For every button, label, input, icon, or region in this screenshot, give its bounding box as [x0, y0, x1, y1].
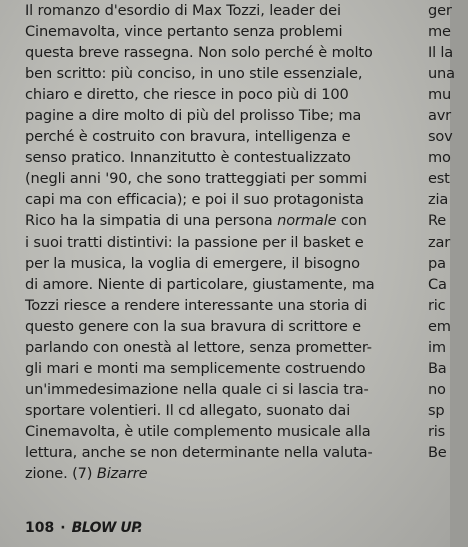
adjacent-line: est	[428, 170, 450, 188]
article-line: di amore. Niente di particolare, giustamente, ma	[25, 275, 375, 293]
page-number: 108	[25, 520, 55, 536]
adjacent-line: Re	[428, 212, 447, 230]
article-text: zione. (7)	[25, 465, 93, 483]
article-line: perché è costruito con bravura, intelligenza e	[25, 128, 351, 146]
adjacent-line: em	[428, 317, 451, 335]
article-text: con	[336, 212, 367, 230]
adjacent-line: ger	[428, 2, 452, 19]
article-line	[25, 210, 420, 231]
article-line: questa breve rassegna. Non solo perché è molto	[25, 44, 373, 62]
article-line: Il romanzo d'esordio di Max Tozzi, leader dei	[25, 2, 341, 19]
adjacent-line: Ba	[428, 359, 447, 377]
footer-separator: ·	[60, 520, 66, 536]
article-line: capi ma con efficacia); e poi il suo protagonista	[25, 191, 364, 209]
adjacent-line: mo	[428, 149, 451, 167]
article-line: Cinemavolta, è utile complemento musicale alla	[25, 422, 371, 440]
article-line: pagine a dire molto di più del prolisso Tibe; ma	[25, 107, 362, 125]
adjacent-line: sov	[428, 128, 453, 146]
adjacent-line: Be	[428, 443, 447, 461]
page-footer	[25, 520, 142, 536]
article-line	[25, 463, 420, 484]
magazine-logo: BLOW UP.	[71, 520, 143, 536]
article-line: ben scritto: più conciso, in uno stile essenziale,	[25, 65, 363, 83]
article-text: Rico ha la simpatia di una persona	[25, 212, 273, 230]
adjacent-line: una	[428, 65, 455, 83]
article-line: Tozzi riesce a rendere interessante una storia di	[25, 296, 368, 314]
article-line: senso pratico. Innanzitutto è contestualizzato	[25, 149, 351, 167]
article-line: sportare volentieri. Il cd allegato, suonato dai	[25, 401, 351, 419]
adjacent-line: zia	[428, 191, 449, 209]
adjacent-line: ris	[428, 422, 446, 440]
adjacent-line: Ca	[428, 275, 447, 293]
article-column	[25, 0, 420, 484]
adjacent-line: pa	[428, 254, 446, 272]
adjacent-line: no	[428, 380, 446, 398]
adjacent-line: im	[428, 338, 446, 356]
article-line: chiaro e diretto, che riesce in poco più di 100	[25, 86, 349, 104]
adjacent-line: mu	[428, 86, 452, 104]
article-line: i suoi tratti distintivi: la passione per il basket e	[25, 233, 364, 251]
adjacent-line: Il la	[428, 44, 453, 62]
adjacent-column-cropped	[428, 0, 468, 463]
adjacent-line: zar	[428, 233, 451, 251]
article-line: (negli anni '90, che sono tratteggiati per sommi	[25, 170, 367, 188]
article-line: parlando con onestà al lettore, senza prometter-	[25, 338, 372, 356]
article-line: lettura, anche se non determinante nella valuta-	[25, 443, 373, 461]
adjacent-line: me	[428, 23, 451, 41]
adjacent-line: ric	[428, 296, 446, 314]
article-line: Cinemavolta, vince pertanto senza problemi	[25, 23, 343, 41]
adjacent-line: avr	[428, 107, 451, 125]
review-signature: Bizarre	[96, 465, 148, 483]
article-line: questo genere con la sua bravura di scrittore e	[25, 317, 361, 335]
article-line: un'immedesimazione nella quale ci si lascia tra-	[25, 380, 369, 398]
article-line: gli mari e monti ma semplicemente costruendo	[25, 359, 366, 377]
article-line: per la musica, la voglia di emergere, il bisogno	[25, 254, 360, 272]
adjacent-line: sp	[428, 401, 445, 419]
italic-word: normale	[277, 212, 337, 230]
